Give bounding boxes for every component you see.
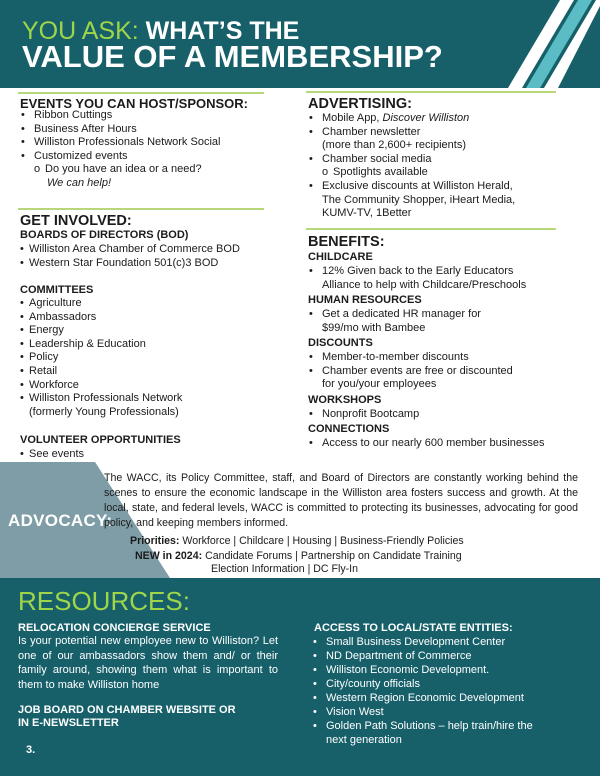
diagonal-stripes-decoration [490,0,600,88]
job-board-heading-1: JOB BOARD ON CHAMBER WEBSITE OR [18,704,236,716]
list-item-continued: for you/your employees [322,378,437,391]
advertising-rule [306,91,556,93]
list-item: • Chamber social media [309,153,515,167]
benefits-heading: BENEFITS: [308,234,385,250]
list-item: • 12% Given back to the Early Educators [309,265,526,279]
volunteer-heading: VOLUNTEER OPPORTUNITIES [20,434,181,446]
benefits-rule [306,228,556,230]
resources-title: RESOURCES: [18,586,190,616]
boards-list [20,243,240,270]
get-involved-rule [18,208,264,210]
job-board-heading-2: IN E-NEWSLETTER [18,717,119,729]
list-item-continued: next generation [326,734,402,746]
list-item-continued: The Community Shopper, iHeart Media, [322,193,516,206]
list-item: • Western Region Economic Development [313,691,533,705]
hr-heading: HUMAN RESOURCES [308,294,422,306]
list-item: • Williston Area Chamber of Commerce BOD [20,243,240,257]
list-item: • Workforce [20,379,182,393]
list-item: • Vision West [313,705,533,719]
list-item: • Retail [20,365,182,379]
list-item: • Williston Economic Development. [313,663,533,677]
new-items: Candidate Forums | Partnership on Candidate Training [205,550,462,562]
list-item: • Policy [20,351,182,365]
list-item: • Get a dedicated HR manager for [309,308,481,322]
boards-heading: BOARDS OF DIRECTORS (BOD) [20,229,189,241]
list-sub-item: o Spotlights available [309,166,515,180]
title-light: YOU ASK: [22,17,146,45]
list-item: • Ribbon Cuttings [21,109,220,123]
priorities-value: Workforce | Childcare | Housing | Business-Friendly Policies [182,535,464,547]
list-item: • Golden Path Solutions – help train/hire the [313,719,533,733]
list-item: • Energy [20,324,182,338]
list-item-continued: $99/mo with Bambee [322,321,426,334]
list-item: • Nonprofit Bootcamp [309,408,419,422]
volunteer-list [20,448,84,462]
list-item: • Small Business Development Center [313,635,533,649]
list-item: • Williston Professionals Network Social [21,136,220,150]
list-item: • Chamber newsletter [309,126,515,140]
list-item: • Western Star Foundation 501(c)3 BOD [20,257,240,271]
childcare-heading: CHILDCARE [308,251,373,263]
priorities-label: Priorities: [130,535,180,547]
childcare-list [309,265,526,292]
hr-list [309,308,481,335]
new-label: NEW in 2024: [135,550,203,562]
events-list [21,109,220,191]
page-number: 3. [26,744,36,756]
connections-list [309,437,545,451]
list-item: • Access to our nearly 600 member businesses [309,437,545,451]
discounts-list [309,351,513,392]
list-item: • Customized events [21,150,220,164]
list-item: • Williston Professionals Network [20,392,182,406]
list-item [309,112,515,126]
list-item: • Agriculture [20,297,182,311]
list-item-continued: (formerly Young Professionals) [29,405,179,418]
header-title-line2: VALUE OF A MEMBERSHIP? [22,39,443,74]
list-item: • Ambassadors [20,311,182,325]
list-item: • Member-to-member discounts [309,351,513,365]
connections-heading: CONNECTIONS [308,423,390,435]
list-item: • Leadership & Education [20,338,182,352]
title-bold: WHAT’S THE [145,17,300,45]
list-item-continued: KUMV-TV, 1Better [322,207,412,220]
events-rule [18,92,264,94]
workshops-list [309,408,419,422]
advocacy-new-continued: Election Information | DC Fly-In [211,563,358,575]
committees-list [20,297,182,419]
list-item-continued: (more than 2,600+ recipients) [322,139,466,152]
access-list [313,635,533,747]
advocacy-priorities [130,535,464,547]
get-involved-heading: GET INVOLVED: [20,213,132,229]
list-note: We can help! [47,176,112,189]
item-text: Mobile App, [322,112,383,124]
list-item: • See events [20,448,84,462]
relocation-text: Is your potential new employee new to Williston? Let one of our ambassadors show them and/ or their family around, showing them what is important to them to make Williston home [18,635,278,691]
advocacy-new [135,550,462,562]
relocation-heading: RELOCATION CONCIERGE SERVICE [18,622,211,634]
header-banner [0,0,600,88]
list-item: • Exclusive discounts at Williston Herald, [309,180,515,194]
list-item: • Business After Hours [21,123,220,137]
list-item-continued: Alliance to help with Childcare/Preschools [322,278,527,291]
access-heading: ACCESS TO LOCAL/STATE ENTITIES: [314,622,513,634]
discounts-heading: DISCOUNTS [308,337,373,349]
committees-heading: COMMITTEES [20,284,94,296]
list-item: • City/county officials [313,677,533,691]
list-item: • Chamber events are free or discounted [309,365,513,379]
advocacy-label: ADVOCACY: [8,511,113,530]
list-sub-item: o Do you have an idea or a need? [21,163,220,177]
app-name: Discover Williston [382,112,470,124]
list-item: • ND Department of Commerce [313,649,533,663]
events-heading: EVENTS YOU CAN HOST/SPONSOR: [20,96,249,111]
workshops-heading: WORKSHOPS [308,394,382,406]
advertising-heading: ADVERTISING: [308,96,412,112]
advocacy-text: The WACC, its Policy Committee, staff, and Board of Directors are constantly working behind the scenes to ensure the economic landscape in the Williston area fosters success and growth. At the local, state, and federal levels, WACC is committed to protecting its businesses, advocating for good policy, and keeping members informed. [104,472,578,529]
advertising-list [309,112,515,221]
